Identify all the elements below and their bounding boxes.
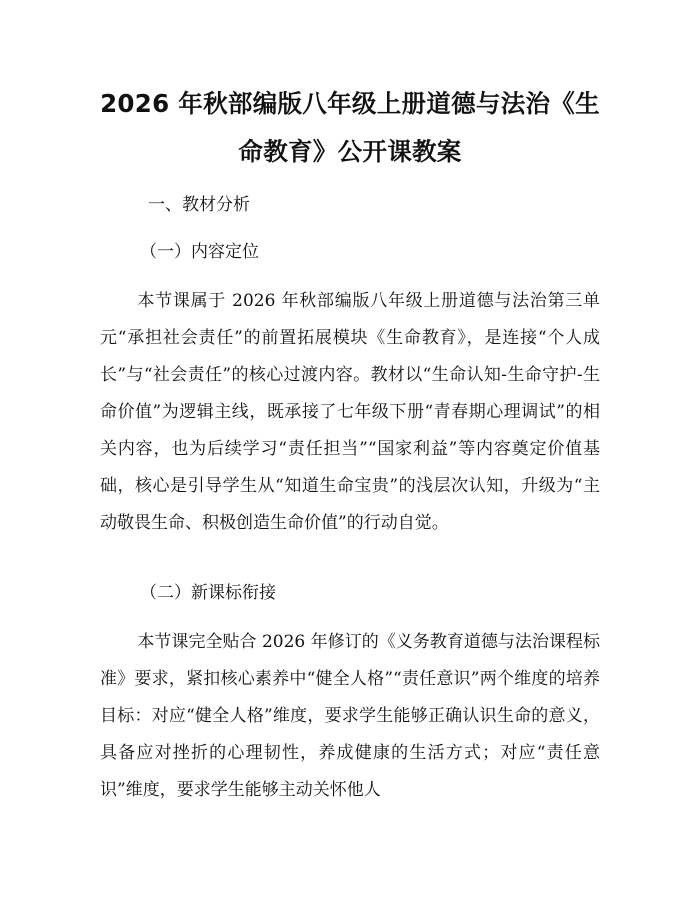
paragraph-content-positioning: 本节课属于 2026 年秋部编版八年级上册道德与法治第三单元“承担社会责任”的前置拓展模块《生命教育》，是连接“个人成长”与“社会责任”的核心过渡内容。教材以“生命认知-生命守护-生命价值”为逻辑主线，既承接了七年级下册“青春期心理调试”的相关内容，也为后续学习“责任担当”“国家利益”等内容奠定价值基础，核心是引导学生从“知道生命宝贵”的浅层次认知，升级为“主动敬畏生命、积极创造生命价值”的行动自觉。 bbox=[100, 291, 600, 533]
subsection-heading-content-positioning: （一）内容定位 bbox=[140, 242, 259, 262]
section-heading-textbook-analysis: 一、教材分析 bbox=[148, 195, 250, 215]
subsection-heading-curriculum-link: （二）新课标衔接 bbox=[140, 583, 276, 603]
document-title: 2026 年秋部编版八年级上册道德与法治《生命教育》公开课教案 bbox=[100, 89, 600, 166]
paragraph-curriculum-link: 本节课完全贴合 2026 年修订的《义务教育道德与法治课程标准》要求，紧扣核心素养中“健全人格”“责任意识”两个维度的培养目标：对应“健全人格”维度，要求学生能够正确认识生命的意义，具备应对挫折的心理韧性，养成健康的生活方式；对应“责任意识”维度，要求学生能够主动关怀他人 bbox=[100, 632, 600, 800]
